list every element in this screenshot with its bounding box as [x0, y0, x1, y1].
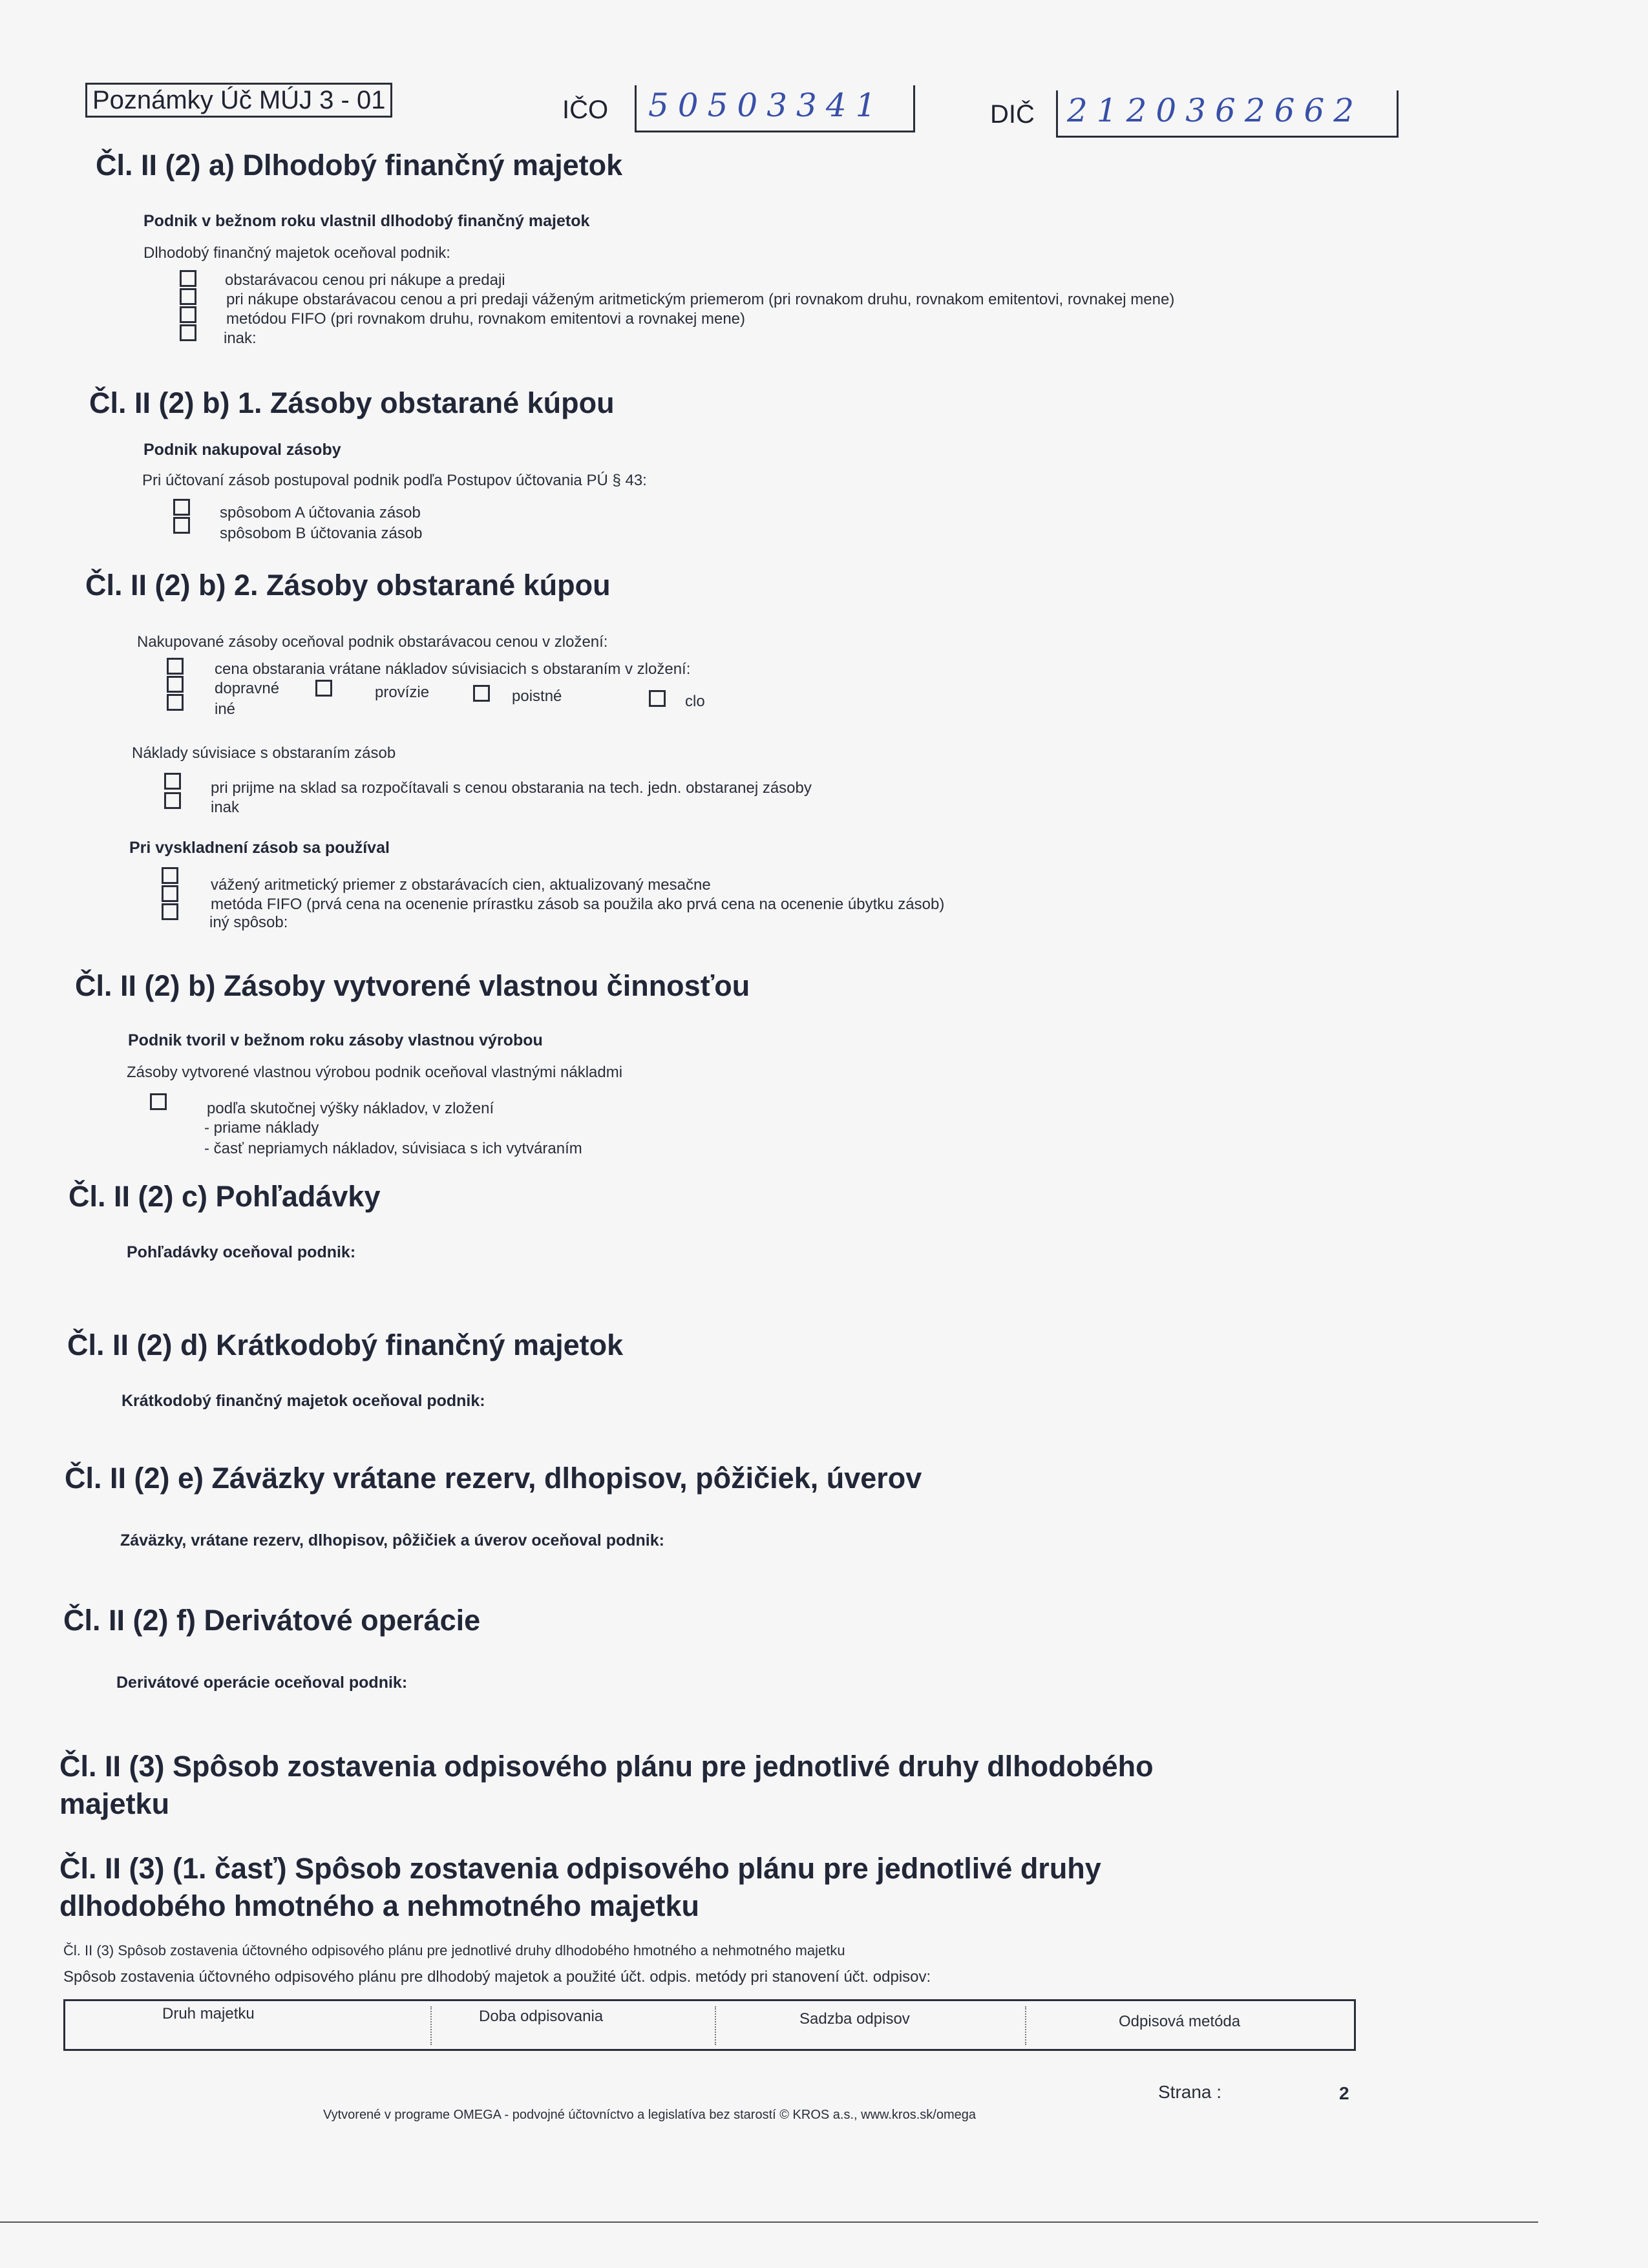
- section-bv-line2: Zásoby vytvorené vlastnou výrobou podnik oceňoval vlastnými nákladmi: [127, 1064, 623, 1081]
- section-c-title: Čl. II (2) c) Pohľadávky: [69, 1180, 381, 1213]
- checkbox-a4[interactable]: [180, 324, 196, 341]
- section-b1-opt2: spôsobom B účtovania zásob: [220, 525, 423, 542]
- bottom-rule: [0, 2221, 1538, 2223]
- dic-field: [1056, 90, 1399, 138]
- section-c-line1: Pohľadávky oceňoval podnik:: [127, 1243, 356, 1261]
- ico-value: 50503341: [648, 87, 885, 124]
- checkbox-provizie[interactable]: [315, 680, 332, 697]
- checkbox-b2-2[interactable]: [167, 676, 184, 693]
- dic-value: 2120362662: [1067, 92, 1364, 129]
- section-b2-opt7: metóda FIFO (prvá cena na ocenenie prírastku zásob sa použila ako prvá cena na ocenenie úbytku zásob): [211, 896, 945, 913]
- section-a-line1: Podnik v bežnom roku vlastnil dlhodobý finančný majetok: [143, 212, 590, 230]
- section-31-line1: Čl. II (3) Spôsob zostavenia účtovného odpisového plánu pre jednotlivé druhy dlhodobého hmotného a nehmotného majetku: [63, 1942, 845, 1958]
- table-divider-3: [1025, 2006, 1026, 2045]
- depreciation-table: [63, 1999, 1356, 2051]
- section-b2-opt3: iné: [215, 700, 236, 718]
- section-b2-opt1: cena obstarania vrátane nákladov súvisiacich s obstaraním v zložení:: [215, 660, 691, 678]
- dic-label: DIČ: [990, 100, 1035, 129]
- checkbox-b2-1[interactable]: [167, 658, 184, 675]
- section-b1-opt1: spôsobom A účtovania zásob: [220, 504, 421, 521]
- checkbox-b2-4[interactable]: [164, 773, 181, 790]
- checkbox-b1-2[interactable]: [173, 517, 190, 534]
- section-b1-line1: Podnik nakupoval zásoby: [143, 441, 341, 459]
- section-31-line2: Spôsob zostavenia účtovného odpisového plánu pre dlhodobý majetok a použité účt. odpis. metódy pri stanovení účt. odpisov:: [63, 1968, 931, 1986]
- section-a-line2: Dlhodobý finančný majetok oceňoval podnik:: [143, 244, 450, 262]
- section-b2-opt2d: clo: [685, 693, 705, 710]
- section-b2-opt4: pri prijme na sklad sa rozpočítavali s cenou obstarania na tech. jedn. obstaranej zásoby: [211, 779, 812, 797]
- table-header-metoda: Odpisová metóda: [1119, 2013, 1241, 2030]
- section-b2-line1: Nakupované zásoby oceňoval podnik obstarávacou cenou v zložení:: [137, 633, 608, 651]
- checkbox-b2-3[interactable]: [167, 694, 184, 711]
- checkbox-a2[interactable]: [180, 288, 196, 305]
- section-d-line1: Krátkodobý finančný majetok oceňoval podnik:: [121, 1392, 485, 1410]
- checkbox-a3[interactable]: [180, 306, 196, 323]
- section-b2-opt5: inak: [211, 799, 240, 816]
- table-header-druh: Druh majetku: [162, 2005, 255, 2022]
- section-b2-opt6: vážený aritmetický priemer z obstarávacích cien, aktualizovaný mesačne: [211, 876, 711, 894]
- ico-field: [635, 85, 915, 132]
- section-b2-opt2: dopravné: [215, 680, 280, 697]
- section-a-opt1: obstarávacou cenou pri nákupe a predaji: [225, 271, 505, 289]
- checkbox-poistne[interactable]: [473, 685, 490, 702]
- checkbox-clo[interactable]: [649, 690, 666, 707]
- footer-credit: Vytvorené v programe OMEGA - podvojné účtovníctvo a legislatíva bez starostí © KROS a.s., www.kros.sk/omega: [323, 2108, 976, 2122]
- checkbox-b2-8[interactable]: [162, 903, 178, 920]
- table-divider-1: [430, 2006, 432, 2045]
- section-3-title-line1: Čl. II (3) Spôsob zostavenia odpisového plánu pre jednotlivé druhy dlhodobého: [59, 1750, 1154, 1783]
- section-b1-title: Čl. II (2) b) 1. Zásoby obstarané kúpou: [89, 386, 615, 419]
- section-bv-title: Čl. II (2) b) Zásoby vytvorené vlastnou činnosťou: [75, 969, 750, 1002]
- section-bv-opt2: - priame náklady: [204, 1119, 319, 1137]
- table-header-doba: Doba odpisovania: [479, 2008, 604, 2025]
- section-b2-line3: Pri vyskladnení zásob sa používal: [129, 839, 390, 857]
- section-e-line1: Záväzky, vrátane rezerv, dlhopisov, pôžičiek a úverov oceňoval podnik:: [120, 1531, 664, 1549]
- section-e-title: Čl. II (2) e) Záväzky vrátane rezerv, dlhopisov, pôžičiek, úverov: [65, 1462, 922, 1495]
- checkbox-b2-5[interactable]: [164, 792, 181, 809]
- section-f-line1: Derivátové operácie oceňoval podnik:: [116, 1674, 408, 1692]
- checkbox-a1[interactable]: [180, 270, 196, 287]
- section-a-opt2: pri nákupe obstarávacou cenou a pri predaji váženým aritmetickým priemerom (pri rovnakom druhu, rovnakom emitentovi, rovnakej mene): [226, 291, 1175, 308]
- ico-label: IČO: [562, 96, 609, 124]
- section-b2-opt8: iný spôsob:: [209, 914, 288, 931]
- table-header-sadzba: Sadzba odpisov: [799, 2010, 910, 2028]
- checkbox-b2-6[interactable]: [162, 867, 178, 884]
- form-code: Poznámky Úč MÚJ 3 - 01: [92, 86, 386, 114]
- form-code-box: [85, 83, 392, 118]
- section-31-title-line2: dlhodobého hmotného a nehmotného majetku: [59, 1889, 699, 1922]
- section-bv-line1: Podnik tvoril v bežnom roku zásoby vlastnou výrobou: [128, 1031, 543, 1049]
- section-f-title: Čl. II (2) f) Derivátové operácie: [63, 1604, 481, 1637]
- section-b2-opt2c: poistné: [512, 688, 562, 705]
- page-label: Strana :: [1158, 2082, 1222, 2102]
- table-divider-2: [715, 2006, 716, 2045]
- section-bv-opt3: - časť nepriamych nákladov, súvisiaca s ich vytváraním: [204, 1140, 582, 1157]
- section-b2-opt2b: provízie: [375, 684, 430, 701]
- section-a-opt3: metódou FIFO (pri rovnakom druhu, rovnakom emitentovi a rovnakej mene): [226, 310, 746, 328]
- checkbox-b2-7[interactable]: [162, 885, 178, 902]
- checkbox-bv-1[interactable]: [150, 1093, 167, 1110]
- section-b1-line2: Pri účtovaní zásob postupoval podnik podľa Postupov účtovania PÚ § 43:: [142, 472, 647, 489]
- section-bv-opt1: podľa skutočnej výšky nákladov, v zložení: [207, 1100, 494, 1117]
- section-31-title-line1: Čl. II (3) (1. časť) Spôsob zostavenia odpisového plánu pre jednotlivé druhy: [59, 1852, 1101, 1885]
- checkbox-b1-1[interactable]: [173, 499, 190, 516]
- section-a-title: Čl. II (2) a) Dlhodobý finančný majetok: [96, 149, 623, 182]
- section-d-title: Čl. II (2) d) Krátkodobý finančný majetok: [67, 1328, 624, 1361]
- section-3-title-line2: majetku: [59, 1787, 170, 1820]
- section-b2-title: Čl. II (2) b) 2. Zásoby obstarané kúpou: [85, 569, 611, 602]
- section-b2-line2: Náklady súvisiace s obstaraním zásob: [132, 744, 396, 762]
- page-number: 2: [1339, 2083, 1349, 2103]
- section-a-opt4: inak:: [224, 330, 257, 347]
